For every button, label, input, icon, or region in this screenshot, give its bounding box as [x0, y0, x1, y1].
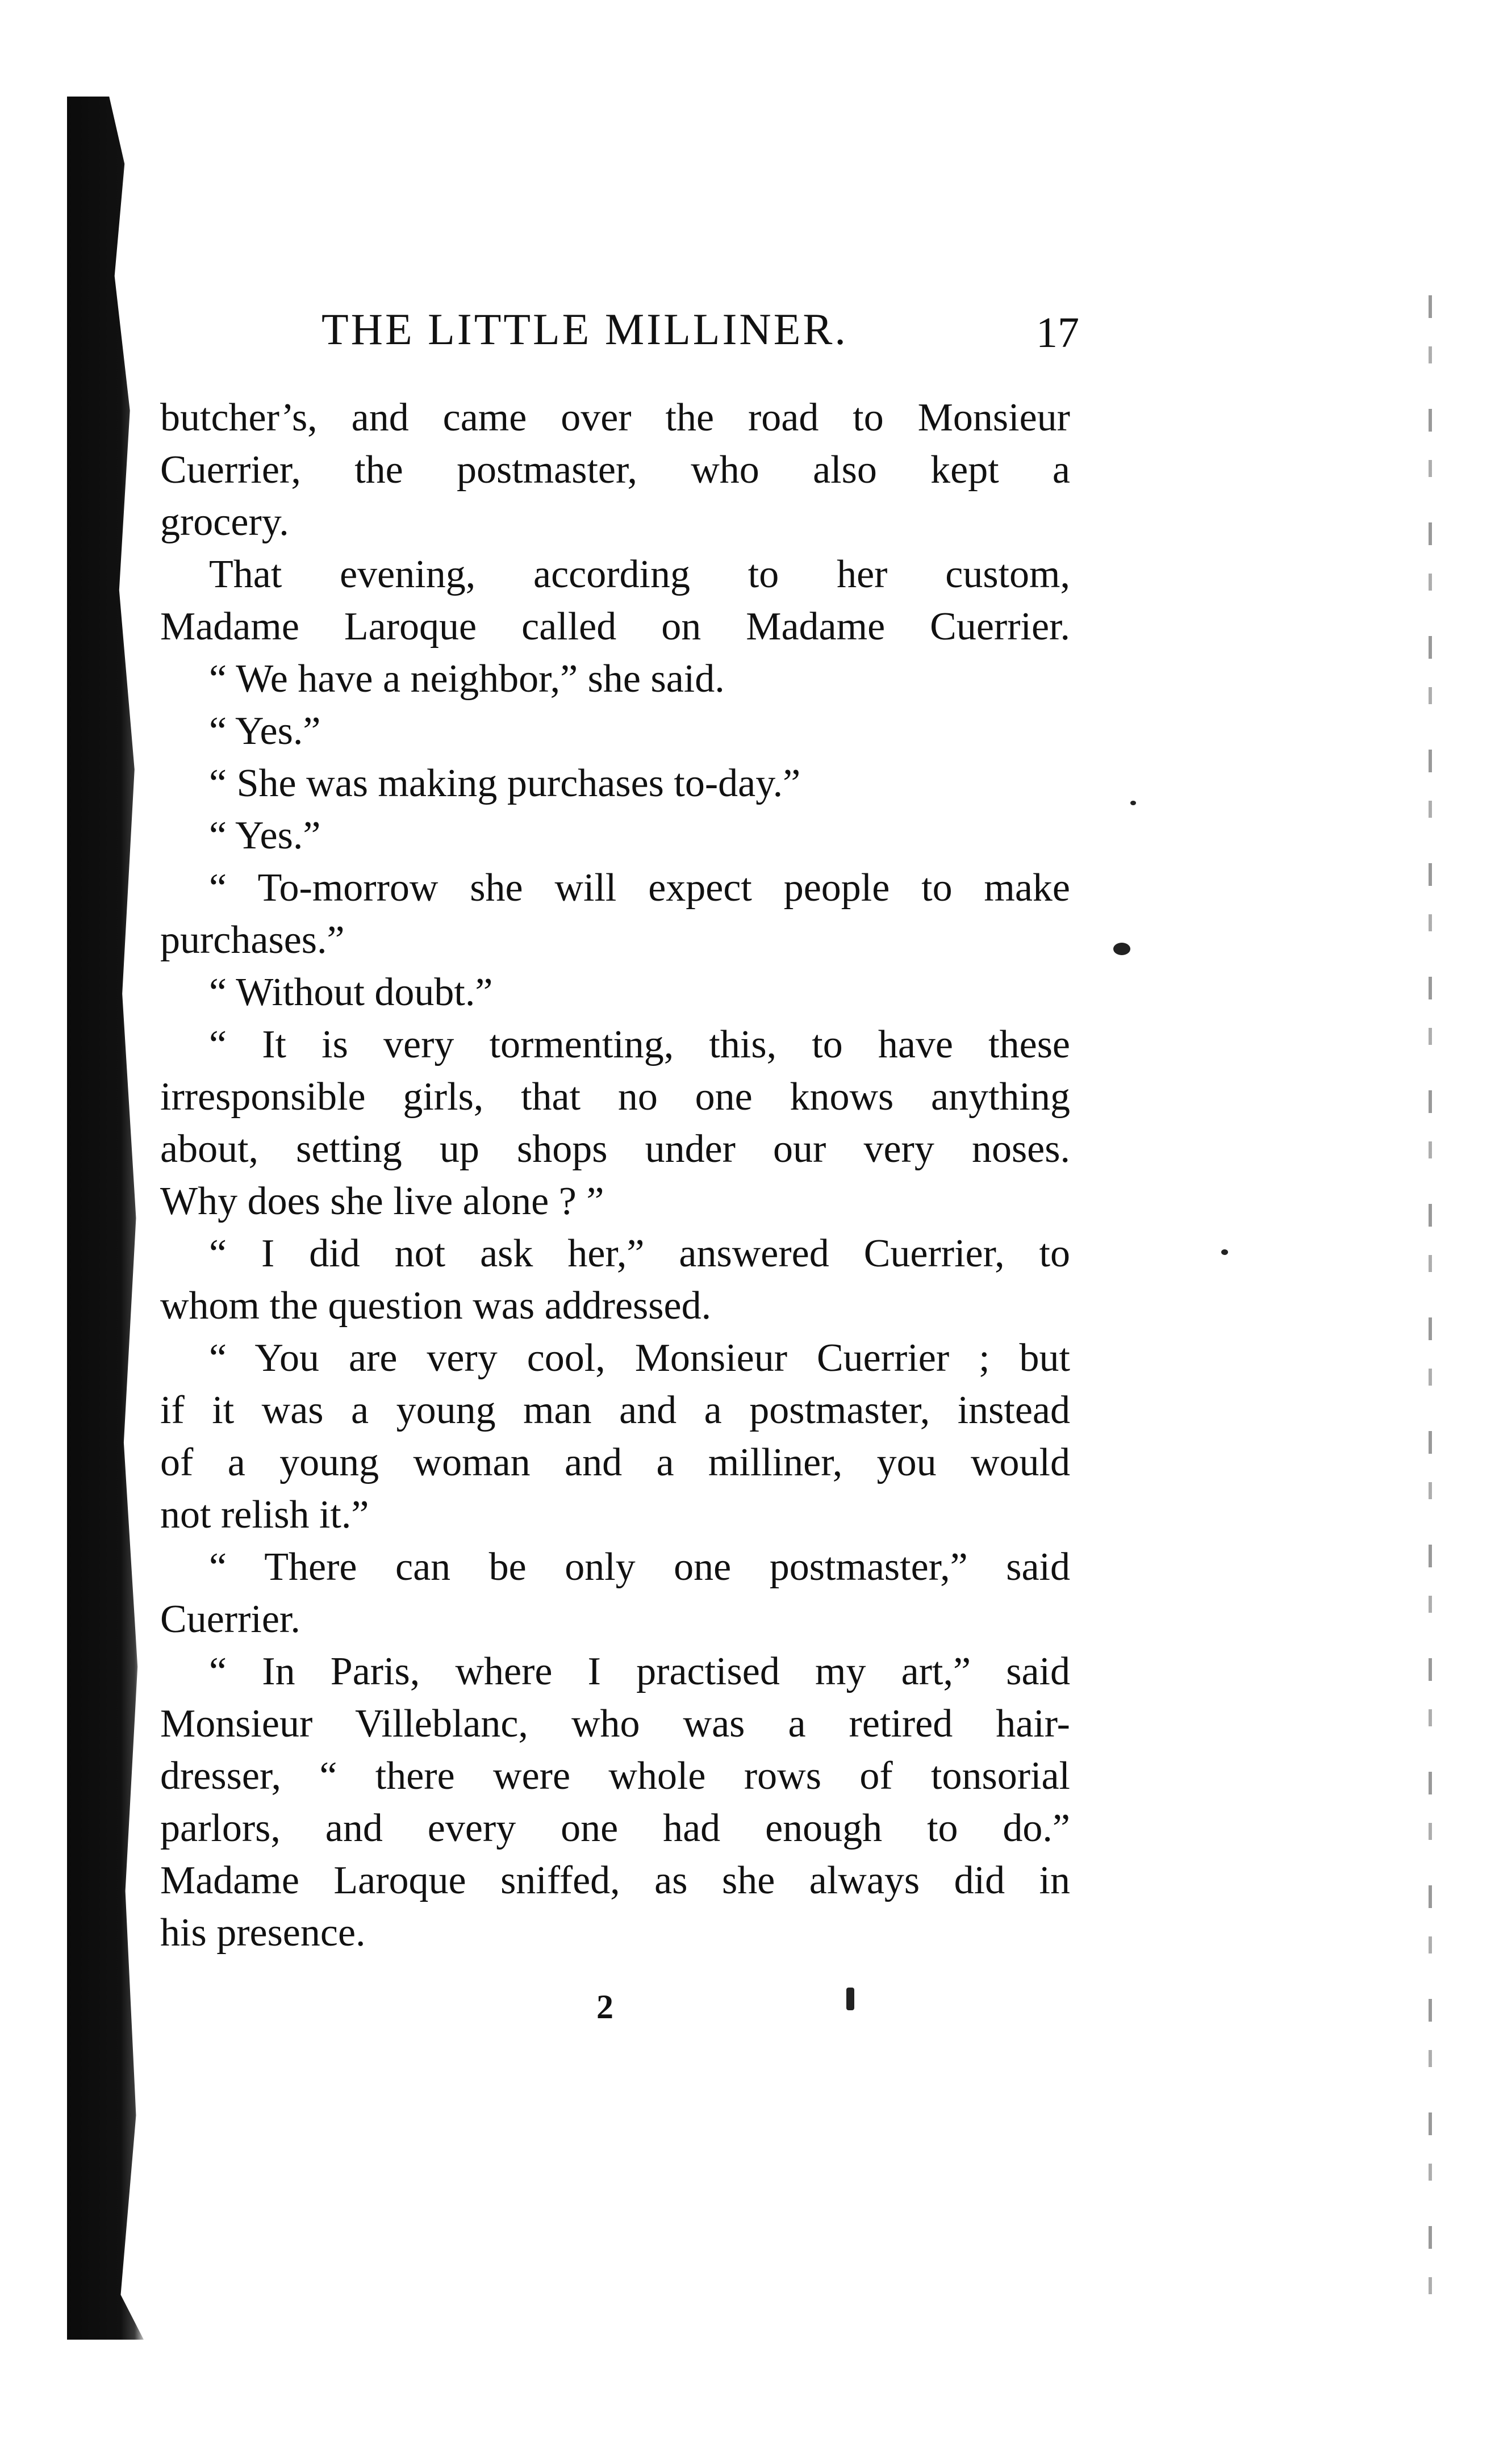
text-line: “ To-morrow she will expect people to make: [209, 866, 1070, 910]
text-line: “ It is very tormenting, this, to have these: [209, 1023, 1070, 1066]
text-line: “ You are very cool, Monsieur Cuerrier ; but: [209, 1336, 1070, 1380]
text-line: grocery.: [160, 500, 289, 544]
text-line: butcher’s, and came over the road to Monsieur: [160, 396, 1070, 440]
text-line: “ She was making purchases to-day.”: [209, 762, 801, 805]
text-line: Cuerrier, the postmaster, who also kept a: [160, 448, 1070, 492]
ink-speck: [846, 1988, 854, 2010]
text-line: Why does she live alone ? ”: [160, 1179, 604, 1223]
text-line: not relish it.”: [160, 1493, 369, 1537]
page-number: 17: [1036, 309, 1079, 357]
text-line: “ Yes.”: [209, 709, 321, 753]
ink-speck: [1113, 943, 1130, 955]
text-line: his presence.: [160, 1911, 366, 1955]
text-line: Monsieur Villeblanc, who was a retired hair-: [160, 1702, 1070, 1746]
text-line: That evening, according to her custom,: [209, 553, 1070, 596]
text-line: “ In Paris, where I practised my art,” said: [209, 1650, 1070, 1693]
page-header: [321, 304, 1079, 355]
running-title: THE LITTLE MILLINER.: [321, 304, 848, 354]
text-line: of a young woman and a milliner, you would: [160, 1441, 1070, 1484]
ink-speck: [1130, 801, 1136, 805]
text-line: “ I did not ask her,” answered Cuerrier, to: [209, 1232, 1070, 1275]
text-line: irresponsible girls, that no one knows anything: [160, 1075, 1070, 1119]
signature-mark: 2: [596, 1988, 613, 2026]
ink-speck: [1221, 1249, 1228, 1255]
page-edge-marks: [1429, 295, 1432, 2340]
body-text: [160, 392, 1070, 1959]
text-line: parlors, and every one had enough to do.”: [160, 1806, 1070, 1850]
book-binding-shadow: [67, 97, 144, 2340]
text-line: whom the question was addressed.: [160, 1284, 712, 1328]
text-line: dresser, “ there were whole rows of tonsorial: [160, 1754, 1070, 1798]
text-line: Madame Laroque sniffed, as she always did in: [160, 1859, 1070, 1902]
text-line: “ There can be only one postmaster,” said: [209, 1545, 1070, 1589]
text-line: “ Yes.”: [209, 814, 321, 857]
text-line: purchases.”: [160, 918, 345, 962]
text-line: “ We have a neighbor,” she said.: [209, 657, 725, 701]
text-line: “ Without doubt.”: [209, 970, 493, 1014]
text-line: Cuerrier.: [160, 1597, 300, 1641]
text-line: about, setting up shops under our very noses.: [160, 1127, 1070, 1171]
text-line: if it was a young man and a postmaster, instead: [160, 1388, 1070, 1432]
text-line: Madame Laroque called on Madame Cuerrier.: [160, 605, 1070, 649]
